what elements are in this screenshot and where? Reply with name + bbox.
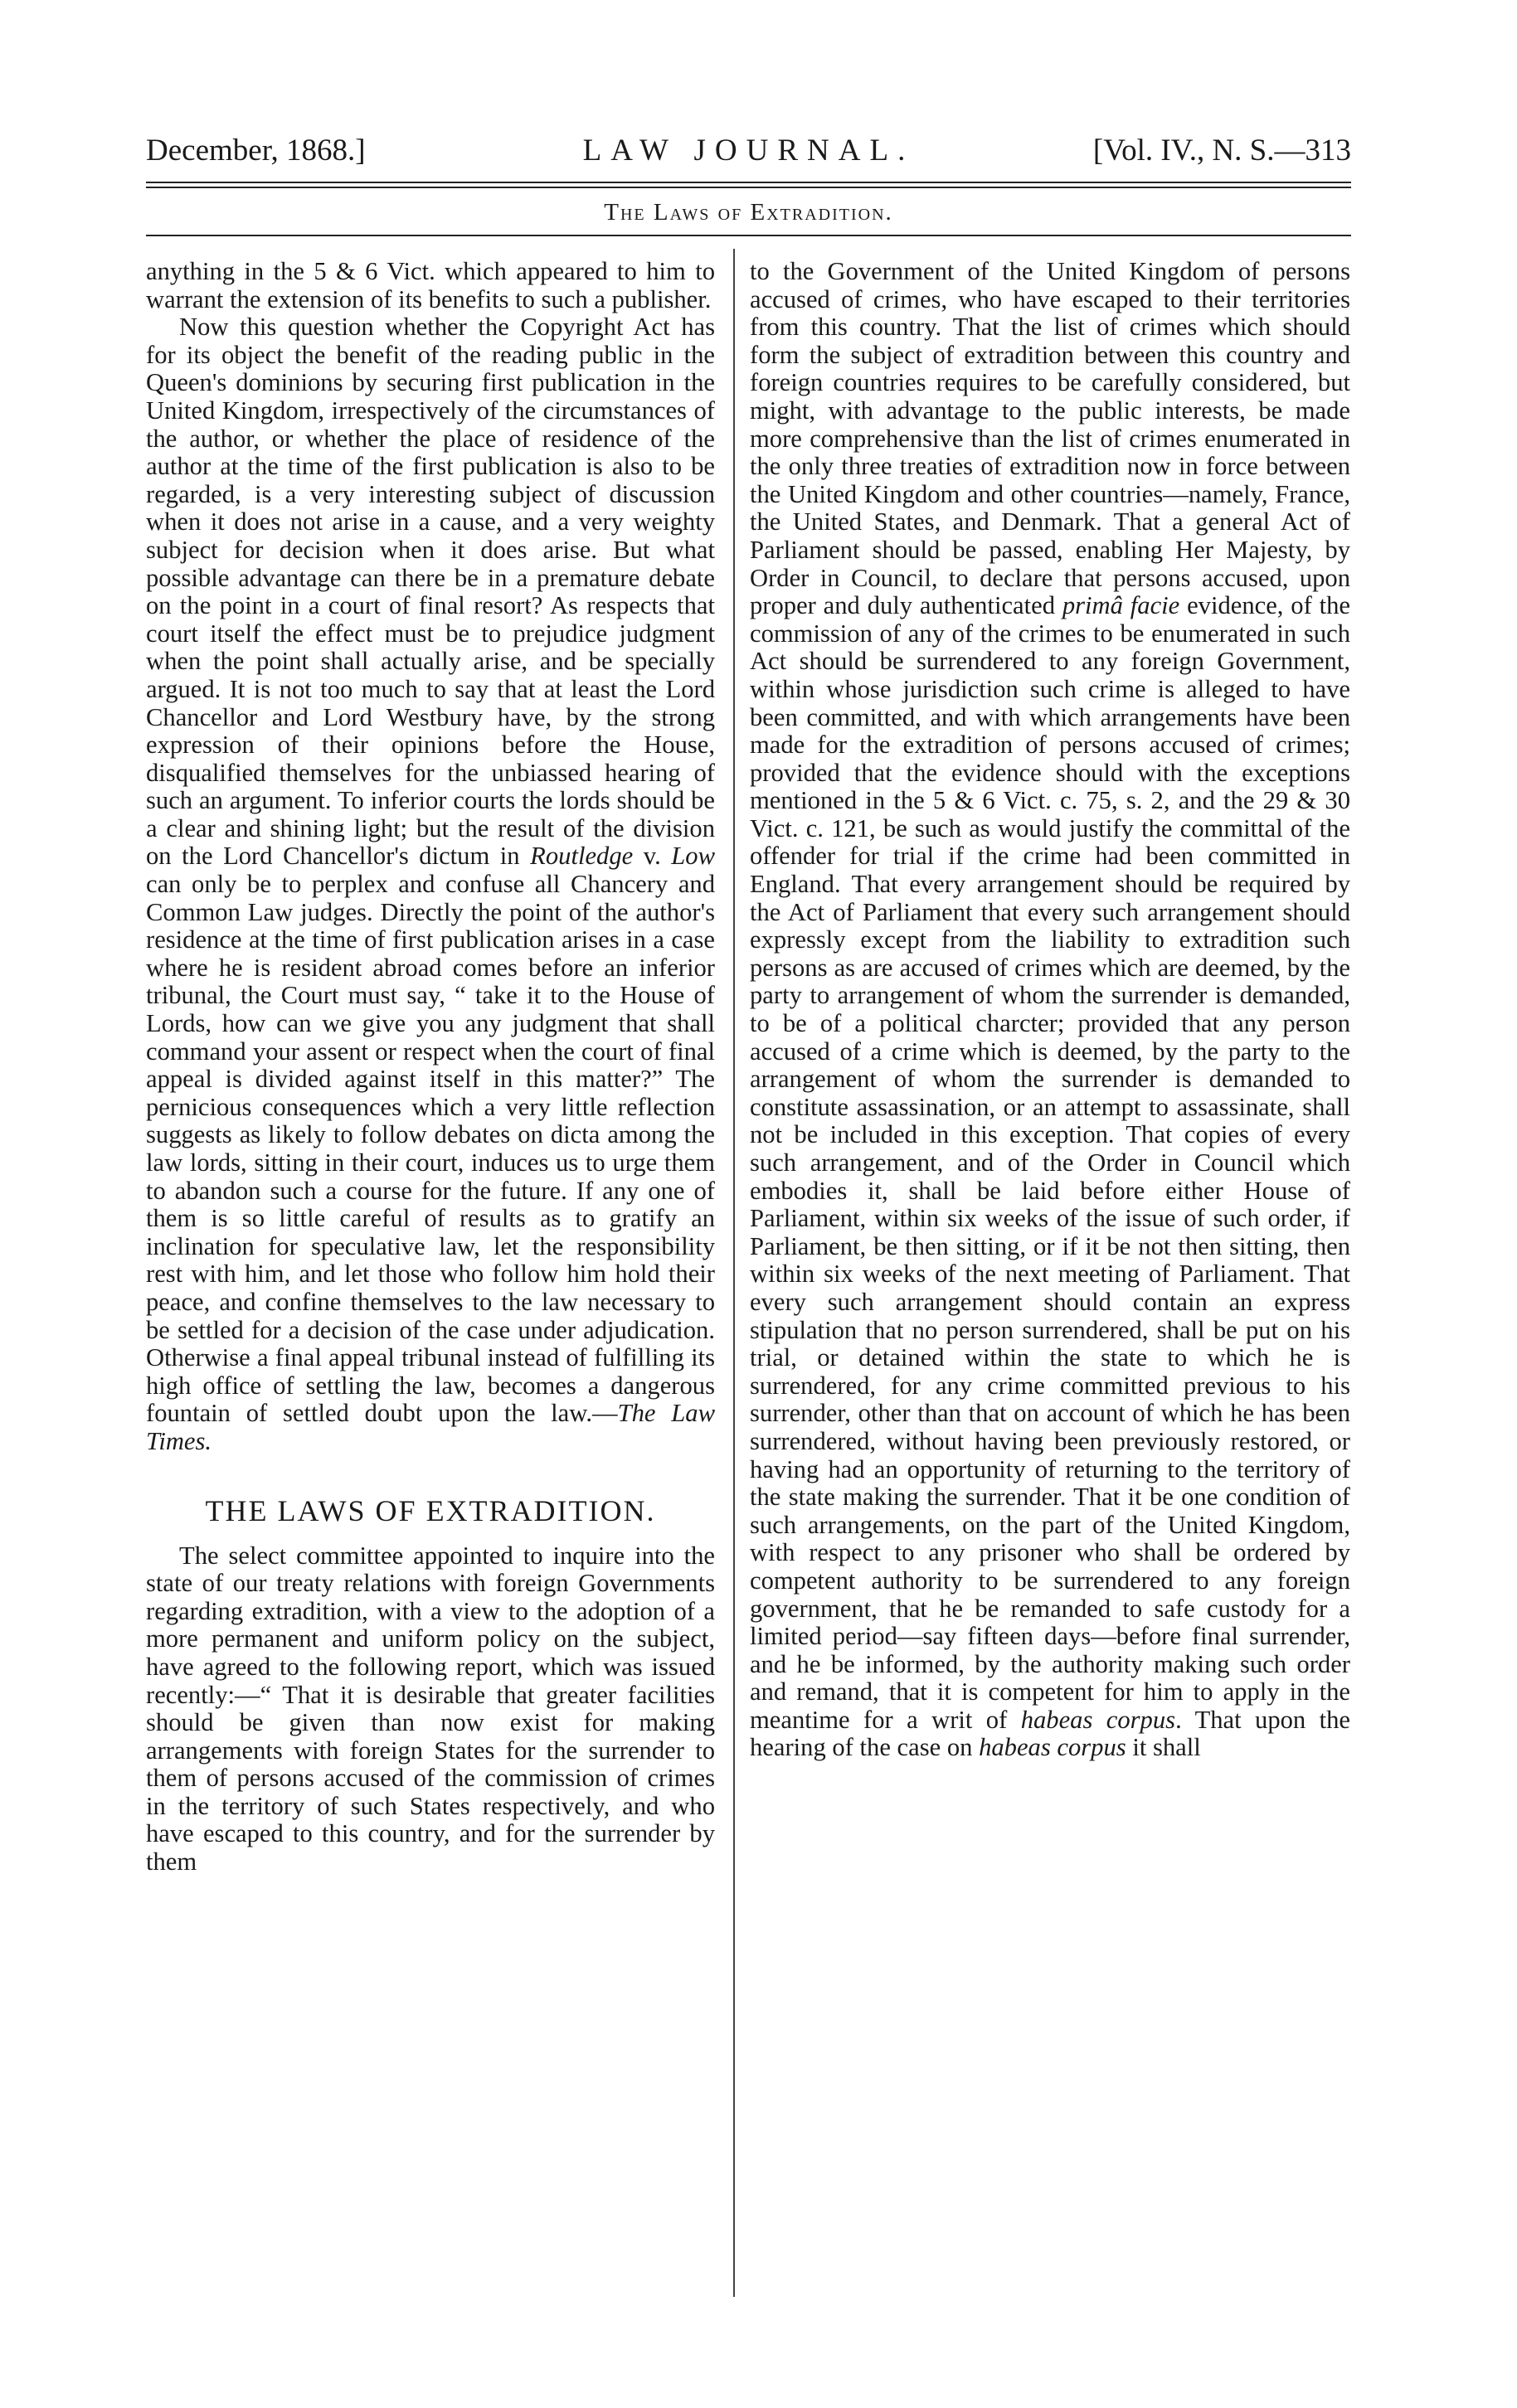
paragraph-text: Now this question whether the Copyright Act has for its object the benefit of the reading public in the Queen's dominions by securing first publication in the United Kingdom, irrespectively of the circumstances of the author, or whether the place of residence of the author at the time of the first publication is also to be regarded, is a very interesting subject of discussion when it does not arise in a cause, and a very weighty subject for decision when it does arise. But what possible advantage can there be in a premature debate on the point in a court of final resort? As respects that court itself the effect must be to prejudice judgment when the point shall actually arise, and be specially argued. It is not too much to say that at least the Lord Chancellor and Lord Westbury have, by the strong expression of their opinions before the House, disqualified themselves for the unbiassed hearing of such an argument. To inferior courts the lords should be a clear and shining light; but the result of the division on the Lord Chancellor's dictum in (146, 313, 715, 871)
paragraph (146, 258, 715, 313)
column-divider (733, 249, 735, 2297)
latin-term: habeas corpus (979, 1733, 1126, 1762)
latin-term: primâ facie (1062, 591, 1180, 620)
paragraph-text: can only be to perplex and confuse all Chancery and Common Law judges. Directly the point of the author's residence at the time of first publication arises in a case where he is resident abroad comes before an inferior tribunal, the Court must say, “ take it to the House of Lords, how can we give you any judgment that shall command your assent or respect when the court of final appeal is divided against itself in this matter?” The pernicious consequences which a very little reflection suggests as likely to follow debates on dicta among the law lords, sitting in their court, induces us to urge them to abandon such a course for the future. If any one of them is so little careful of results as to gratify an inclination for speculative law, let the responsibility rest with him, and let those who follow him hold their peace, and confine themselves to the law necessary to be settled for a decision of the case under adjudication. Otherwise a final appeal tribunal instead of fulfilling its high office of settling the law, becomes a dangerous fountain of settled doubt upon the law.— (146, 870, 715, 1428)
latin-term: habeas corpus (1020, 1705, 1176, 1734)
left-column (146, 258, 715, 1876)
running-title (146, 194, 1351, 231)
paragraph-text: v. (633, 842, 672, 871)
paragraph-text: anything in the 5 & 6 Vict. which appeared to him to warrant the extension of its benefits to such a publisher. (146, 257, 715, 313)
issue-date: December, 1868.] (146, 134, 366, 167)
paragraph-text: The select committee appointed to inquire into the state of our treaty relations with foreign Governments regarding extradition, with a view to the adoption of a more permanent and uniform policy on the subject, have agreed to the following report, which was issued recently:—“ That it is desirable that greater facilities should be given than now exist for making arrangements with foreign States for the surrender to them of persons accused of the commission of crimes in the territory of such States respectively, and who have escaped to this country, and for the surrender by them (146, 1541, 715, 1876)
running-title-text: The Laws of Extradition. (604, 199, 893, 226)
case-name: Low (671, 842, 715, 871)
paragraph-text: to the Government of the United Kingdom of persons accused of crimes, who have escaped to their territories from this country. That the list of crimes which should form the subject of extradition between this country and foreign countries requires to be carefully considered, but might, with advantage to the public interests, be made more comprehensive than the list of crimes enumerated in the only three treaties of extradition now in force between the United Kingdom and other countries—namely, France, the United States, and Denmark. That a general Act of Parliament should be passed, enabling Her Majesty, by Order in Council, to declare that persons accused, upon proper and duly authenticated (750, 257, 1350, 620)
page-header (146, 129, 1351, 172)
right-column (750, 258, 1350, 1762)
paragraph (146, 313, 715, 1455)
case-name: Routledge (530, 842, 634, 871)
section-heading: THE LAWS OF EXTRADITION. (205, 1493, 656, 1527)
paragraph-text: it shall (1126, 1733, 1201, 1762)
volume-page-number: [Vol. IV., N. S.—313 (1092, 134, 1351, 167)
header-rule (146, 235, 1351, 236)
paragraph-text: . That upon the hearing of the case on (750, 1705, 1351, 1762)
header-double-rule (146, 182, 1351, 188)
paragraph (146, 1542, 715, 1876)
paragraph (750, 258, 1350, 1762)
journal-title: LAW JOURNAL. (582, 134, 915, 167)
paragraph-text: evidence, of the commission of any of the crimes to be enumerated in such Act should be surrendered to any foreign Government, within whose jurisdiction such crime is alleged to have been committed, and with which arrangements have been made for the extradition of persons accused of crimes; provided that the evidence should with the exceptions mentioned in the 5 & 6 Vict. c. 75, s. 2, and the 29 & 30 Vict. c. 121, be such as would justify the committal of the offender for trial if the crime had been committed in England. That every arrangement should be required by the Act of Parliament that every such arrangement should expressly except from the liability to extradition such persons as are accused of crimes which are deemed, by the party to arrangement of whom the surrender is demanded, to be of a political charcter; provided that any person accused of a crime which is deemed, by the party to the arrangement of whom the surrender is demanded to constitute assassination, or an attempt to assassinate, shall not be included in this exception. That copies of every such arrangement, and of the Order in Council which embodies it, shall be laid before either House of Parliament, within six weeks of the issue of such order, if Parliament, be then sitting, or if it be not then sitting, then within six weeks of the next meeting of Parliament. That every such arrangement should contain an express stipulation that no person surrendered, shall be put on his trial, or detained within the state to which he is surrendered, for any crime committed previous to his surrender, other than that on account of which he has been surrendered, without having been previously restored, or having had an opportunity of returning to the territory of the state making the surrender. That it be one condition of such arrangements, on the part of the United Kingdom, with respect to any prisoner who shall be ordered by competent authority to be surrendered to any foreign government, that he be remanded to safe custody for a limited period—say fifteen days—before final surrender, and he be informed, by the authority making such order and remand, that it is competent for him to apply in the meantime for a writ of (750, 591, 1350, 1734)
source-citation: The Law Times. (146, 1399, 715, 1455)
